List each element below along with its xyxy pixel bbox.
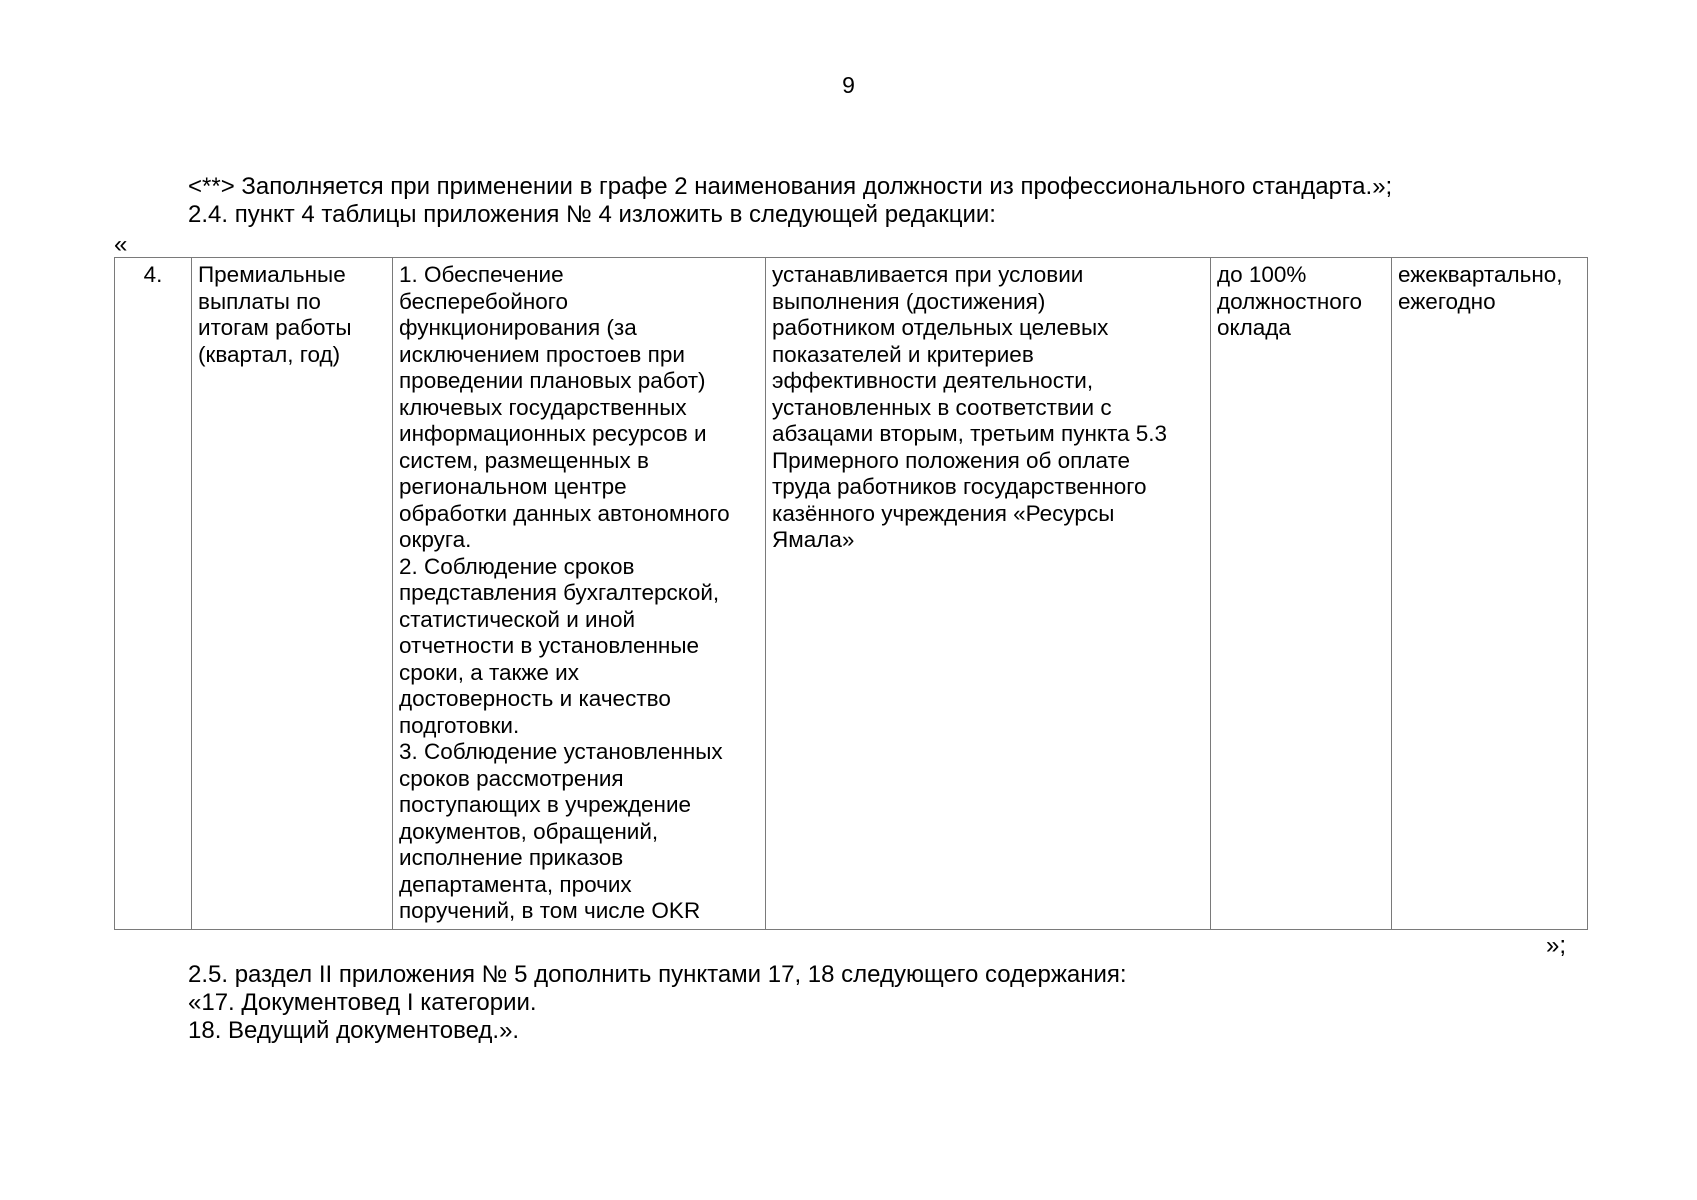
cell-line: поступающих в учреждение [399, 792, 692, 817]
amendment-2-4-text: 2.4. пункт 4 таблицы приложения № 4 изложить в следующей редакции: [188, 201, 996, 228]
cell-line: 3. Соблюдение установленных [399, 739, 723, 764]
cell-line: документов, обращений, [399, 818, 659, 844]
cell-line: Ямала» [772, 527, 855, 552]
cell-line: абзацами вторым, третьим пункта 5.3 [772, 421, 1168, 446]
cell-line: (квартал, год) [198, 341, 341, 367]
cell-line: функционирования (за [399, 315, 637, 340]
cell-line: округа. [399, 527, 472, 552]
closing-quote: »; [1546, 932, 1567, 959]
cell-line: сроков рассмотрения [399, 765, 624, 791]
cell-line: сроки, а также их [399, 659, 579, 685]
cell-line: департамента, прочих [399, 871, 632, 897]
cell-line: бесперебойного [399, 288, 569, 314]
cell-line: Примерного положения об оплате [772, 447, 1131, 473]
cell-line: до 100% [1217, 262, 1307, 287]
cell-line: должностного [1217, 288, 1362, 314]
amendment-table [114, 257, 1588, 930]
cell-amount [1211, 258, 1392, 930]
cell-line: работником отдельных целевых [772, 315, 1109, 340]
cell-line: труда работников государственного [772, 474, 1147, 499]
item-17-text: «17. Документовед I категории. [188, 989, 537, 1016]
cell-number: 4. [115, 258, 192, 930]
cell-line: исполнение приказов [399, 845, 624, 870]
cell-line: эффективности деятельности, [772, 368, 1094, 393]
cell-line: ежеквартально, [1398, 262, 1563, 287]
cell-line: 2. Соблюдение сроков [399, 553, 635, 579]
cell-payment-type [192, 258, 393, 930]
footnote-text: <**> Заполняется при применении в графе 2 наименования должности из профессионального стандарта.»; [188, 173, 1393, 200]
opening-quote: « [114, 231, 128, 258]
cell-line: выполнения (достижения) [772, 288, 1046, 314]
cell-line: показателей и критериев [772, 341, 1034, 367]
cell-line: выплаты по [198, 288, 321, 314]
cell-line: ежегодно [1398, 288, 1496, 314]
cell-line: казённого учреждения «Ресурсы [772, 500, 1115, 526]
cell-line: информационных ресурсов и [399, 421, 707, 446]
cell-line: статистической и иной [399, 606, 636, 632]
cell-line: систем, размещенных в [399, 447, 649, 473]
table-row [115, 258, 1588, 930]
cell-line: исключением простоев при [399, 341, 685, 367]
cell-line: ключевых государственных [399, 394, 687, 420]
cell-line: отчетности в установленные [399, 633, 700, 658]
cell-line: устанавливается при условии [772, 262, 1084, 287]
cell-criteria [393, 258, 766, 930]
cell-condition [766, 258, 1211, 930]
cell-line: представления бухгалтерской, [399, 580, 720, 605]
cell-line: установленных в соответствии с [772, 394, 1112, 420]
cell-line: проведении плановых работ) [399, 368, 706, 393]
cell-line: региональном центре [399, 474, 627, 499]
cell-line: достоверность и качество [399, 686, 671, 711]
item-18-text: 18. Ведущий документовед.». [188, 1017, 520, 1044]
cell-line: оклада [1217, 315, 1291, 340]
cell-line: итогам работы [198, 315, 352, 340]
cell-line: подготовки. [399, 712, 520, 738]
cell-line: Премиальные [198, 262, 346, 287]
cell-frequency [1392, 258, 1588, 930]
cell-line: обработки данных автономного [399, 500, 730, 526]
page-number: 9 [842, 72, 855, 98]
cell-line: поручений, в том числе OKR [399, 898, 701, 923]
amendment-2-5-text: 2.5. раздел II приложения № 5 дополнить пунктами 17, 18 следующего содержания: [188, 961, 1127, 988]
cell-line: 1. Обеспечение [399, 262, 564, 287]
